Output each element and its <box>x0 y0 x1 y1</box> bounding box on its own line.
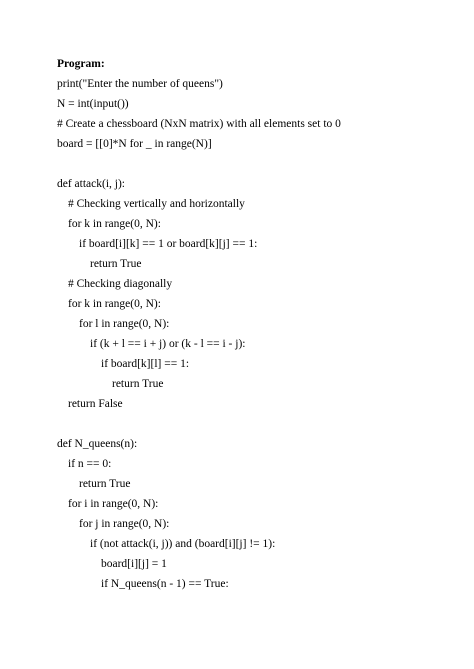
code-line: if n == 0: <box>68 458 112 470</box>
program-heading: Program: <box>57 58 105 70</box>
code-line: def attack(i, j): <box>57 178 126 190</box>
code-line: N = int(input()) <box>57 98 129 110</box>
code-line: for k in range(0, N): <box>68 218 161 230</box>
code-line: return True <box>79 478 131 490</box>
code-line: if board[k][l] == 1: <box>101 358 190 370</box>
code-line: if (k + l == i + j) or (k - l == i - j): <box>90 338 246 350</box>
code-line: return True <box>112 378 164 390</box>
code-line: print("Enter the number of queens") <box>57 78 223 90</box>
code-line: # Checking diagonally <box>68 278 173 290</box>
code-line: return False <box>68 398 123 410</box>
code-line: for k in range(0, N): <box>68 298 161 310</box>
code-line: return True <box>90 258 142 270</box>
code-line: board[i][j] = 1 <box>101 558 167 570</box>
code-line: def N_queens(n): <box>57 438 138 450</box>
code-line: for j in range(0, N): <box>79 518 170 530</box>
code-line: # Checking vertically and horizontally <box>68 198 245 210</box>
code-line: if (not attack(i, j)) and (board[i][j] != 1): <box>90 538 276 550</box>
code-line: if board[i][k] == 1 or board[k][j] == 1: <box>79 238 258 250</box>
code-line: for l in range(0, N): <box>79 318 170 330</box>
code-line: if N_queens(n - 1) == True: <box>101 578 229 590</box>
code-line: # Create a chessboard (NxN matrix) with all elements set to 0 <box>57 118 341 130</box>
code-line: for i in range(0, N): <box>68 498 159 510</box>
code-line: board = [[0]*N for _ in range(N)] <box>57 138 212 150</box>
